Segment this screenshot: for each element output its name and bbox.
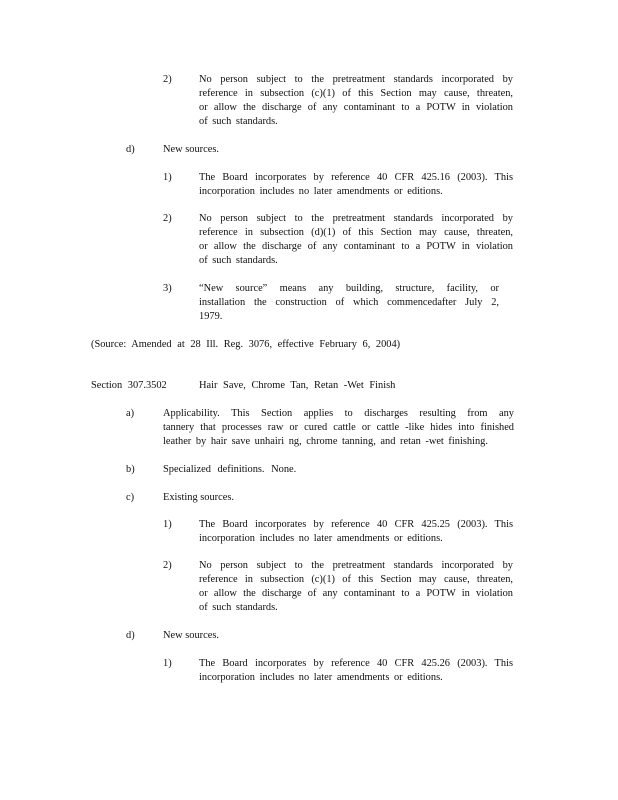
subsection-title: New sources.: [163, 630, 219, 641]
item-number: 2): [163, 213, 172, 224]
paragraph: [199, 282, 499, 324]
subsection-label: b): [126, 464, 135, 475]
section-title: Hair Save, Chrome Tan, Retan -Wet Finish: [199, 380, 396, 391]
item-number: 3): [163, 283, 172, 294]
text-line: Applicability. This Section applies to discharges resulting from any: [163, 408, 514, 419]
item-number: 1): [163, 658, 172, 669]
text-line: reference in subsection (c)(1) of this Section may cause, threaten,: [199, 574, 513, 585]
text-line: No person subject to the pretreatment standards incorporated by: [199, 213, 513, 224]
paragraph: [199, 171, 513, 199]
item-number: 1): [163, 519, 172, 530]
paragraph: [199, 73, 513, 129]
subsection-title: New sources.: [163, 144, 219, 155]
text-line: of such standards.: [199, 602, 278, 613]
source-note: (Source: Amended at 28 Ill. Reg. 3076, effective February 6, 2004): [91, 339, 401, 350]
paragraph: [199, 518, 513, 546]
text-line: 1979.: [199, 311, 223, 322]
item-number: 2): [163, 560, 172, 571]
item-number: 2): [163, 74, 172, 85]
text-line: The Board incorporates by reference 40 CFR 425.25 (2003). This: [199, 519, 513, 530]
paragraph: [199, 657, 513, 685]
item-number: 1): [163, 172, 172, 183]
text-line: installation the construction of which commencedafter July 2,: [199, 297, 499, 308]
text-line: incorporation includes no later amendments or editions.: [199, 186, 443, 197]
text-line: leather by hair save unhairi ng, chrome tanning, and retan -wet finishing.: [163, 436, 488, 447]
subsection-title: Existing sources.: [163, 492, 234, 503]
text-line: or allow the discharge of any contaminant to a POTW in violation: [199, 102, 513, 113]
paragraph: [199, 212, 513, 268]
text-line: reference in subsection (c)(1) of this Section may cause, threaten,: [199, 88, 513, 99]
text-line: The Board incorporates by reference 40 CFR 425.16 (2003). This: [199, 172, 513, 183]
text-line: The Board incorporates by reference 40 CFR 425.26 (2003). This: [199, 658, 513, 669]
paragraph: [199, 559, 513, 615]
subsection-label: d): [126, 144, 135, 155]
subsection-label: d): [126, 630, 135, 641]
text-line: incorporation includes no later amendments or editions.: [199, 533, 443, 544]
paragraph: Specialized definitions. None.: [163, 464, 297, 475]
text-line: tannery that processes raw or cured cattle or cattle -like hides into finished: [163, 422, 514, 433]
text-line: of such standards.: [199, 255, 278, 266]
text-line: No person subject to the pretreatment standards incorporated by: [199, 560, 513, 571]
text-line: incorporation includes no later amendments or editions.: [199, 672, 443, 683]
text-line: or allow the discharge of any contaminant to a POTW in violation: [199, 588, 513, 599]
text-line: “New source” means any building, structure, facility, or: [199, 283, 499, 294]
section-number: Section 307.3502: [91, 380, 167, 391]
paragraph: [163, 407, 514, 449]
subsection-label: a): [126, 408, 135, 419]
text-line: or allow the discharge of any contaminant to a POTW in violation: [199, 241, 513, 252]
text-line: reference in subsection (d)(1) of this Section may cause, threaten,: [199, 227, 513, 238]
text-line: No person subject to the pretreatment standards incorporated by: [199, 74, 513, 85]
text-line: of such standards.: [199, 116, 278, 127]
subsection-label: c): [126, 492, 135, 503]
